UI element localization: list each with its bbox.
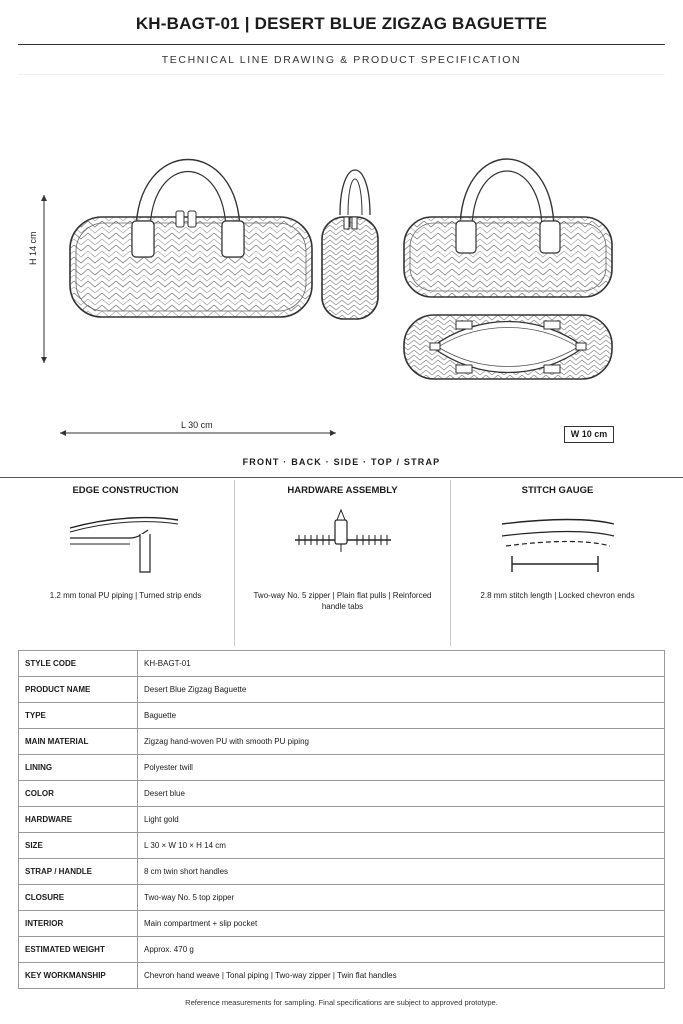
construction-details	[18, 480, 665, 646]
height-dimension-label: H 14 cm	[28, 231, 38, 265]
spec-key: INTERIOR	[19, 911, 138, 937]
spec-key: HARDWARE	[19, 807, 138, 833]
spec-key: TYPE	[19, 703, 138, 729]
detail-caption: 2.8 mm stitch length | Locked chevron ends	[480, 591, 635, 600]
spec-table	[18, 650, 665, 989]
spec-value: KH-BAGT-01	[138, 651, 665, 677]
bag-line-drawings	[18, 75, 665, 475]
table-row	[19, 937, 665, 963]
detail-caption: Two-way No. 5 zipper | Plain flat pulls | Reinforced handle tabs	[253, 591, 432, 611]
hardware-assembly-detail	[234, 480, 451, 646]
technical-drawing-panel	[18, 74, 665, 475]
spec-value: Polyester twill	[138, 755, 665, 781]
detail-title: HARDWARE ASSEMBLY	[287, 485, 398, 496]
table-row	[19, 729, 665, 755]
edge-construction-illustration	[18, 506, 233, 586]
spec-value: Two-way No. 5 top zipper	[138, 885, 665, 911]
table-row	[19, 911, 665, 937]
table-row	[19, 651, 665, 677]
table-row	[19, 859, 665, 885]
spec-value: Desert Blue Zigzag Baguette	[138, 677, 665, 703]
spec-key: SIZE	[19, 833, 138, 859]
spec-key: STRAP / HANDLE	[19, 859, 138, 885]
title-divider	[18, 44, 665, 45]
table-row	[19, 885, 665, 911]
spec-value: Desert blue	[138, 781, 665, 807]
spec-key: STYLE CODE	[19, 651, 138, 677]
spec-key: CLOSURE	[19, 885, 138, 911]
spec-value: Approx. 470 g	[138, 937, 665, 963]
spec-key: ESTIMATED WEIGHT	[19, 937, 138, 963]
table-row	[19, 807, 665, 833]
spec-key: LINING	[19, 755, 138, 781]
table-row	[19, 677, 665, 703]
spec-key: KEY WORKMANSHIP	[19, 963, 138, 989]
front-view	[70, 160, 312, 318]
footnote: Reference measurements for sampling. Final specifications are subject to approved prototype.	[185, 998, 498, 1007]
table-row	[19, 703, 665, 729]
spec-key: COLOR	[19, 781, 138, 807]
table-row	[19, 781, 665, 807]
table-row	[19, 833, 665, 859]
table-row	[19, 755, 665, 781]
detail-caption: 1.2 mm tonal PU piping | Turned strip ends	[49, 591, 202, 600]
back-view	[404, 159, 612, 297]
spec-value: Baguette	[138, 703, 665, 729]
spec-value: 8 cm twin short handles	[138, 859, 665, 885]
stitch-gauge-illustration	[450, 506, 665, 586]
spec-key: MAIN MATERIAL	[19, 729, 138, 755]
detail-title: STITCH GAUGE	[521, 485, 594, 496]
stitch-gauge-detail	[450, 480, 665, 646]
page-subtitle: TECHNICAL LINE DRAWING & PRODUCT SPECIFICATION	[161, 54, 522, 66]
spec-value: Zigzag hand-woven PU with smooth PU piping	[138, 729, 665, 755]
table-row	[19, 963, 665, 989]
spec-key: PRODUCT NAME	[19, 677, 138, 703]
spec-value: Light gold	[138, 807, 665, 833]
section-divider	[0, 477, 683, 478]
side-view	[322, 170, 378, 319]
height-dimension	[41, 195, 47, 363]
width-dimension-label: W 10 cm	[564, 426, 614, 443]
spec-value: Main compartment + slip pocket	[138, 911, 665, 937]
page-title: KH-BAGT-01 | DESERT BLUE ZIGZAG BAGUETTE	[135, 14, 548, 33]
edge-construction-detail	[18, 480, 233, 646]
spec-value: L 30 × W 10 × H 14 cm	[138, 833, 665, 859]
views-caption: FRONT · BACK · SIDE · TOP / STRAP	[242, 457, 441, 467]
zipper-illustration	[235, 506, 450, 586]
top-view	[404, 315, 612, 379]
length-dimension-label: L 30 cm	[181, 420, 213, 430]
detail-title: EDGE CONSTRUCTION	[72, 485, 179, 496]
length-dimension	[60, 430, 336, 436]
spec-value: Chevron hand weave | Tonal piping | Two-way zipper | Twin flat handles	[138, 963, 665, 989]
